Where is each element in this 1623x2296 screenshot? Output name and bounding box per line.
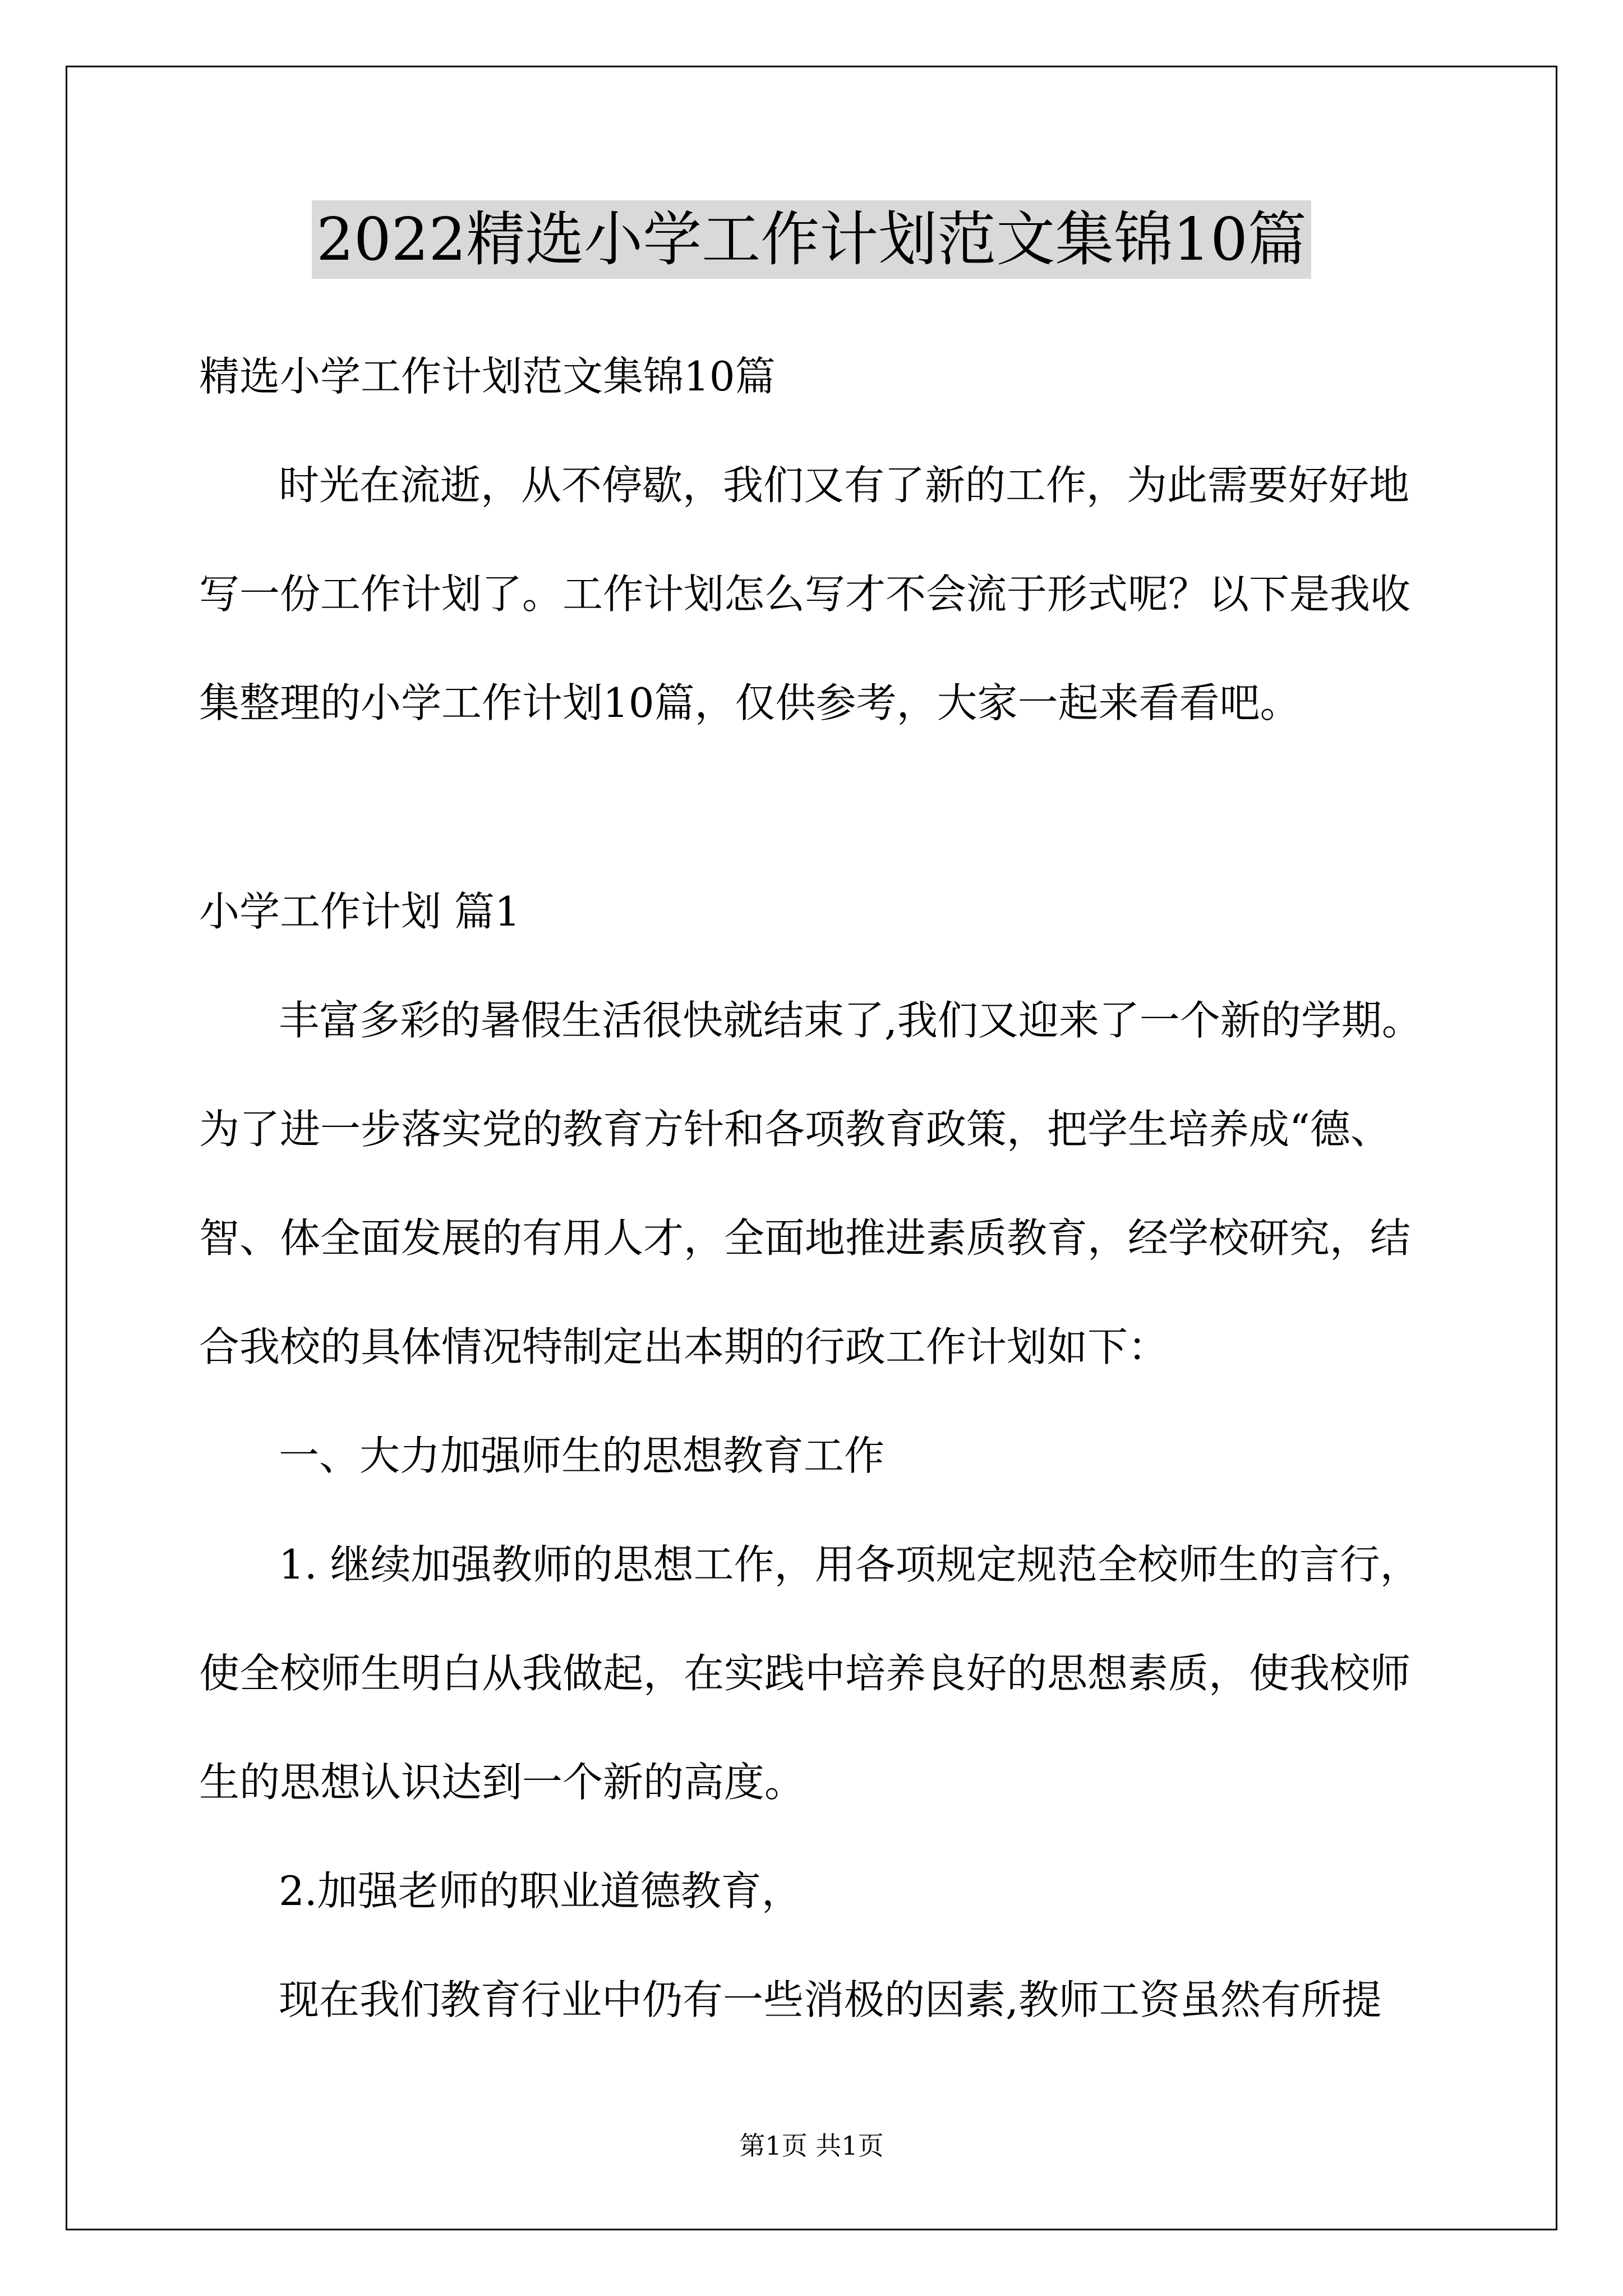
page-footer: 第1页 共1页 (739, 2131, 884, 2161)
paragraph1-line-1: 丰富多彩的暑假生活很快就结束了,我们又迎来了一个新的学期。 (279, 997, 1422, 1044)
paragraph1-line-2: 为了进一步落实党的教育方针和各项教育政策，把学生培养成“德、 (199, 1106, 1391, 1153)
item1-line-3: 生的思想认识达到一个新的高度。 (199, 1759, 805, 1806)
paragraph-last-line: 现在我们教育行业中仍有一些消极的因素,教师工资虽然有所提 (279, 1976, 1382, 2023)
subheading-1: 一、大力加强师生的思想教育工作 (279, 1432, 885, 1479)
intro-line-1: 时光在流逝，从不停歇，我们又有了新的工作，为此需要好好地 (279, 462, 1410, 509)
document-title: 2022精选小学工作计划范文集锦10篇 (312, 200, 1311, 279)
intro-line-2: 写一份工作计划了。工作计划怎么写才不会流于形式呢？以下是我收 (199, 570, 1411, 618)
item2-line: 2.加强老师的职业道德教育， (279, 1867, 802, 1915)
document-subtitle: 精选小学工作计划范文集锦10篇 (199, 353, 776, 400)
title-container (0, 200, 1623, 279)
intro-line-3: 集整理的小学工作计划10篇，仅供参考，大家一起来看看吧。 (199, 679, 1301, 726)
paragraph1-line-4: 合我校的具体情况特制定出本期的行政工作计划如下： (199, 1323, 1169, 1370)
section-heading: 小学工作计划 篇1 (199, 888, 520, 935)
paragraph1-line-3: 智、体全面发展的有用人才，全面地推进素质教育，经学校研究，结 (199, 1214, 1411, 1262)
item1-line-2: 使全校师生明白从我做起，在实践中培养良好的思想素质，使我校师 (199, 1650, 1411, 1697)
item1-line-1: 1. 继续加强教师的思想工作，用各项规定规范全校师生的言行， (279, 1541, 1421, 1588)
